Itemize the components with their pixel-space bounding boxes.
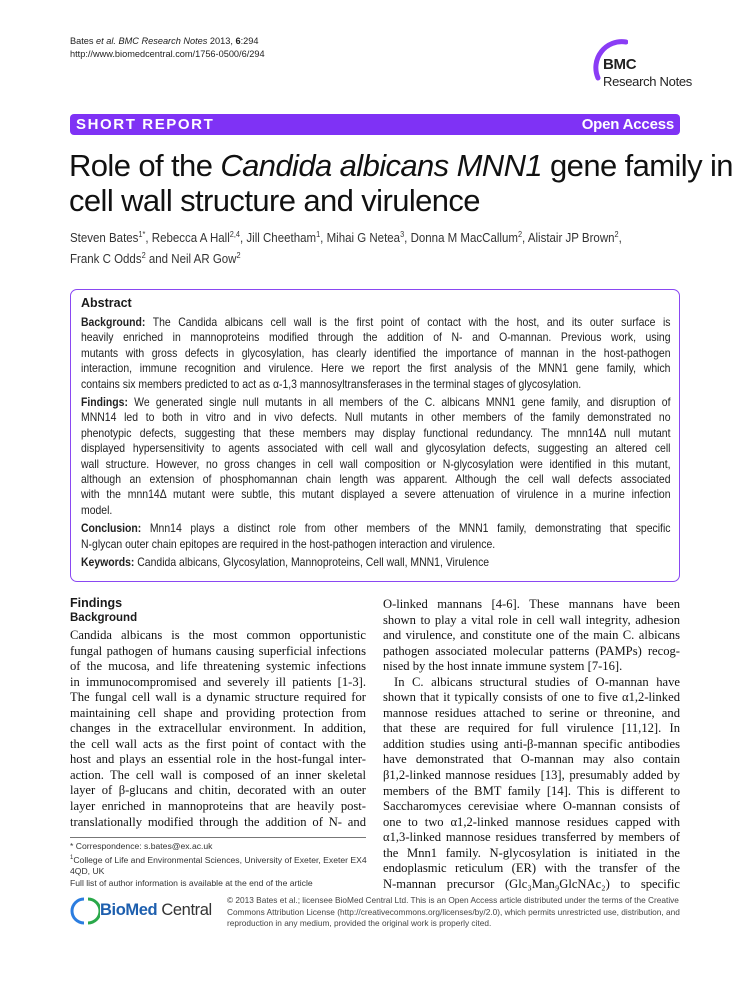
abstract-section: [81, 555, 671, 570]
abstract-line: MNN14 led to both in vitro and in vivo defects. Null mutants in other members of the family demonstrated no: [81, 411, 671, 425]
license-text: © 2013 Bates et al.; licensee BioMed Central Ltd. This is an Open Access article distributed under the terms of the Creative Commons Attribution License (http://creativecommons.org/licenses/by/2.0), which permits unrestricted use, distribution, and reproduction in any medium, provided the original work is properly cited.: [227, 895, 680, 928]
article-url[interactable]: http://www.biomedcentral.com/1756-0500/6/294: [70, 49, 265, 59]
body-line: mannose residues attached to serine or threonine, and: [383, 705, 680, 720]
body-line: shown to play a vital role in cell wall integrity, adhesion: [383, 612, 680, 627]
body-line: host and plays an essential role in the host-fungal inter-: [70, 752, 366, 767]
author: Jill Cheetham$^1$,: [246, 230, 327, 246]
body-line: layer enriched in mannoproteins that are heavily post-: [70, 799, 366, 814]
abstract-line: N-glycan outer chain epitopes are required in the host-pathogen interaction and virulence.: [81, 537, 496, 551]
body-line: nised by the host innate immune system [7-16].: [383, 659, 623, 674]
footnote-divider: [70, 837, 366, 838]
body-right-column: [383, 597, 680, 892]
author: Mihai G Netea$^3$,: [326, 230, 411, 246]
abstract-line: displayed hypersensitivity to agents associated with cell wall and glycosylation defects, suggesting an altered cell: [81, 442, 671, 456]
abstract-line: Conclusion: Mnn14 plays a distinct role from other members of the MNN1 family, demonstrating that specific: [81, 522, 671, 536]
body-line: and virulence, and constitute one of the main C. albicans: [383, 628, 680, 643]
abstract-line: although an extension of phosphomannan chain length was apparent. Although the cell wall defects associated: [81, 473, 671, 487]
abstract-line: phenotypic defects, suggesting that these members may display functional redundancy. The mnn14Δ null mutant: [81, 426, 671, 440]
journal-logo-line2: Research Notes: [603, 74, 693, 89]
abstract-heading: Abstract: [81, 296, 132, 310]
affiliation-note: $^1$College of Life and Environmental Sciences, University of Exeter, Exeter EX4 4QD, UK: [70, 854, 367, 877]
author: Donna M MacCallum$^2$,: [410, 230, 528, 246]
body-line: In C. albicans structural studies of O-mannan have: [394, 674, 680, 689]
body-line: of the mucosa, and life threatening systemic infections: [70, 659, 366, 674]
body-line: have demonstrated that O-mannan may also contain: [383, 752, 680, 767]
author-info-note: Full list of author information is available at the end of the article: [70, 877, 313, 888]
body-line: action. The cell wall is composed of an inner skeletal: [70, 767, 366, 782]
open-access-label: Open Access: [581, 116, 674, 133]
body-line: O-linked mannans [4-6]. These mannans have been: [383, 597, 680, 611]
author: Steven Bates$^{1*}$,: [70, 230, 152, 246]
footnotes: [70, 841, 370, 889]
body-line: layer of β-glucans and chitin, decorated with an outer: [70, 783, 366, 798]
body-line: shown that it typically consists of one to five α1,2-linked: [383, 690, 680, 705]
abstract-line: Keywords: Candida albicans, Glycosylation, Mannoproteins, Cell wall, MNN1, Virulence: [81, 556, 490, 570]
abstract-box: [70, 289, 680, 582]
body-line: members of the BMT family [14]. This is different to: [383, 783, 680, 798]
section-heading: Findings: [70, 596, 123, 610]
article-title: Role of the Candida albicans MNN1 gene family in cell wall structure and virulence: [69, 148, 733, 218]
abstract-label: Background:: [81, 316, 146, 329]
body-line: The fungal cell wall is a dynamic structure required for: [70, 690, 366, 705]
author: Frank C Odds$^2$ and: [70, 251, 172, 267]
body-line: the cell wall acts as the first point of contact with the: [70, 736, 366, 751]
article-type-banner: [70, 114, 680, 135]
journal-logo: [560, 36, 693, 106]
body-line: one to two α1,2-linked mannose residues capped with: [383, 814, 680, 829]
abstract-label: Keywords:: [81, 556, 135, 570]
abstract-label: Findings:: [81, 396, 128, 410]
abstract-line: mutants with gross defects in glycosylation, has clearly identified the importance of mannan in the host-pathogen: [81, 346, 671, 360]
biomed-central-logo: BioMed Central: [70, 895, 220, 927]
abstract-line: contains six members predicted to act as α-1,3 mannosyltransferases in the terminal stages of glycosylation.: [81, 377, 582, 391]
body-line: β1,2-linked mannose residues [13], presumably added by: [383, 768, 680, 783]
body-line: Saccharomyces cerevisiae where O-mannan consists of: [383, 799, 680, 814]
abstract-line: wall structure. However, no gross changes in cell wall composition or N-glycosylation were identified in this mutant,: [81, 457, 671, 471]
body-line: in immunocompromised and severely ill patients [1-3].: [70, 674, 366, 689]
abstract-section: [81, 315, 671, 392]
citation: Bates et al. BMC Research Notes 2013, 6:294: [70, 36, 259, 46]
body-line: Candida albicans is the most common opportunistic: [70, 628, 366, 642]
abstract-label: Conclusion:: [81, 522, 142, 536]
body-line: pathogen associated molecular patterns (PAMPs) recog-: [383, 643, 680, 658]
body-line: fungal pathogen of humans causing superficial infections: [70, 643, 366, 658]
article-type: SHORT REPORT: [76, 116, 215, 133]
author-list: [70, 226, 622, 268]
body-line: maintaining cell shape and providing protection from: [70, 705, 366, 720]
author: Rebecca A Hall$^{2,4}$,: [151, 230, 247, 246]
abstract-line: Findings: We generated single null mutants in all members of the C. albicans MNN1 gene family, and disruption of: [81, 396, 671, 410]
body-line: N-mannan precursor (Glc₃Man₉GlcNAc₂) to specific: [383, 876, 680, 891]
subsection-heading: Background: [70, 612, 138, 624]
abstract-text: [81, 315, 671, 574]
abstract-section: [81, 395, 671, 518]
body-line: that these are required for full virulence [11,12]. In: [383, 721, 680, 736]
author: Alistair JP Brown$^2$,: [527, 230, 622, 246]
body-line: α1,3-linked mannose residues transferred by members of: [383, 830, 680, 845]
abstract-line: model.: [81, 503, 113, 517]
abstract-section: [81, 521, 671, 552]
correspondence-note: * Correspondence: s.bates@ex.ac.uk: [70, 841, 213, 851]
abstract-line: interaction, immune recognition and virulence. Here we report the first analysis of the MNN1 gene family, which: [81, 362, 671, 376]
body-line: endoplasmic reticulum (ER) with the transfer of the: [383, 861, 680, 876]
body-line: addition studies using anti-β-mannan specific antibodies: [383, 736, 680, 751]
body-line: translationally modified through the addition of N- and: [70, 814, 366, 829]
abstract-line: Background: The Candida albicans cell wall is the first point of contact with the host, and its outer surface is: [81, 316, 671, 329]
journal-logo-line1: BMC: [603, 56, 637, 73]
biomed-arc-icon: [70, 895, 100, 927]
citation-header: [70, 35, 265, 61]
body-left-column: [70, 628, 366, 830]
author: Neil AR Gow$^2$: [171, 251, 241, 267]
body-line: the Mnn1 family. N-glycosylation is initiated in the: [383, 845, 680, 860]
abstract-line: with the mnn14Δ mutant were subtle, this mutant displayed a severe attenuation of virulence in a murine infection: [81, 488, 671, 502]
abstract-line: heavily enriched in mannoproteins modified through the addition of N- and O-mannan. Previous work, using: [81, 331, 671, 345]
body-line: changes in the extracellular environment. In addition,: [70, 721, 366, 736]
